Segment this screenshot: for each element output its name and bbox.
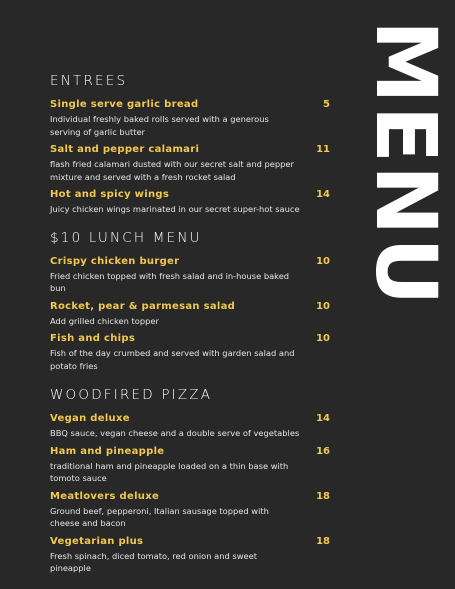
item-name: Crispy chicken burger [50,255,180,267]
item-description: Add grilled chicken topper [50,315,159,326]
item-description: Juicy chicken wings marinated in our secret super-hot sauce [50,204,300,214]
item-price: 10 [316,255,330,267]
item-description: BBQ sauce, vegan cheese and a double serve of vegetables [50,428,300,438]
item-price: 18 [316,490,330,502]
item-name: Vegetarian plus [50,535,144,547]
item-name: Hot and spicy wings [50,189,170,200]
section-title: $10 LUNCH MENU [50,229,202,246]
item-name: Fish and chips [50,333,136,344]
item-name: Salt and pepper calamari [50,144,200,155]
item-description: Fresh spinach, diced tomato, red onion and sweet pineapple [50,550,257,573]
menu-vertical-title [357,20,455,332]
item-price: 18 [316,535,330,547]
menu-item [50,445,330,485]
menu-item [50,188,330,216]
item-description: flash fried calamari dusted with our secret salt and pepper mixture and served with a fresh rocket salad [50,159,294,182]
item-name: Rocket, pear & parmesan salad [50,300,236,312]
section-title: WOODFIRED PIZZA [50,387,213,403]
menu-item [50,535,330,575]
item-description: Fried chicken topped with fresh salad and in-house baked bun [50,270,290,293]
item-name: Vegan deluxe [50,413,130,424]
menu-item [50,332,330,372]
item-price: 11 [316,144,330,155]
item-description: Fish of the day crumbed and served with garden salad and potato fries [50,348,295,371]
item-description: traditional ham and pineapple loaded on a thin base with tomoto sauce [50,460,289,483]
item-price: 10 [316,300,330,312]
section-title: ENTREES [50,73,128,89]
item-price: 16 [316,445,330,457]
item-price: 14 [316,189,330,200]
menu-item [50,490,330,530]
menu-content [50,72,330,589]
menu-item [50,412,330,440]
item-price: 5 [323,99,330,110]
item-name: Ham and pineapple [50,445,165,457]
menu-item [50,300,330,328]
item-description: Individual freshly baked rolls served with a generous serving of garlic butter [50,114,269,137]
item-name: Single serve garlic bread [50,99,199,110]
item-name: Meatlovers deluxe [50,490,160,502]
item-description: Ground beef, pepperoni, Italian sausage topped with cheese and bacon [50,505,269,528]
menu-vertical-title-text: MENU [357,20,455,308]
menu-item [50,98,330,138]
menu-item [50,255,330,295]
section-woodfired-pizza [50,386,330,575]
section-lunch-menu [50,229,330,373]
section-entrees [50,72,330,216]
item-price: 14 [316,413,330,424]
menu-item [50,143,330,183]
item-price: 10 [316,333,330,344]
